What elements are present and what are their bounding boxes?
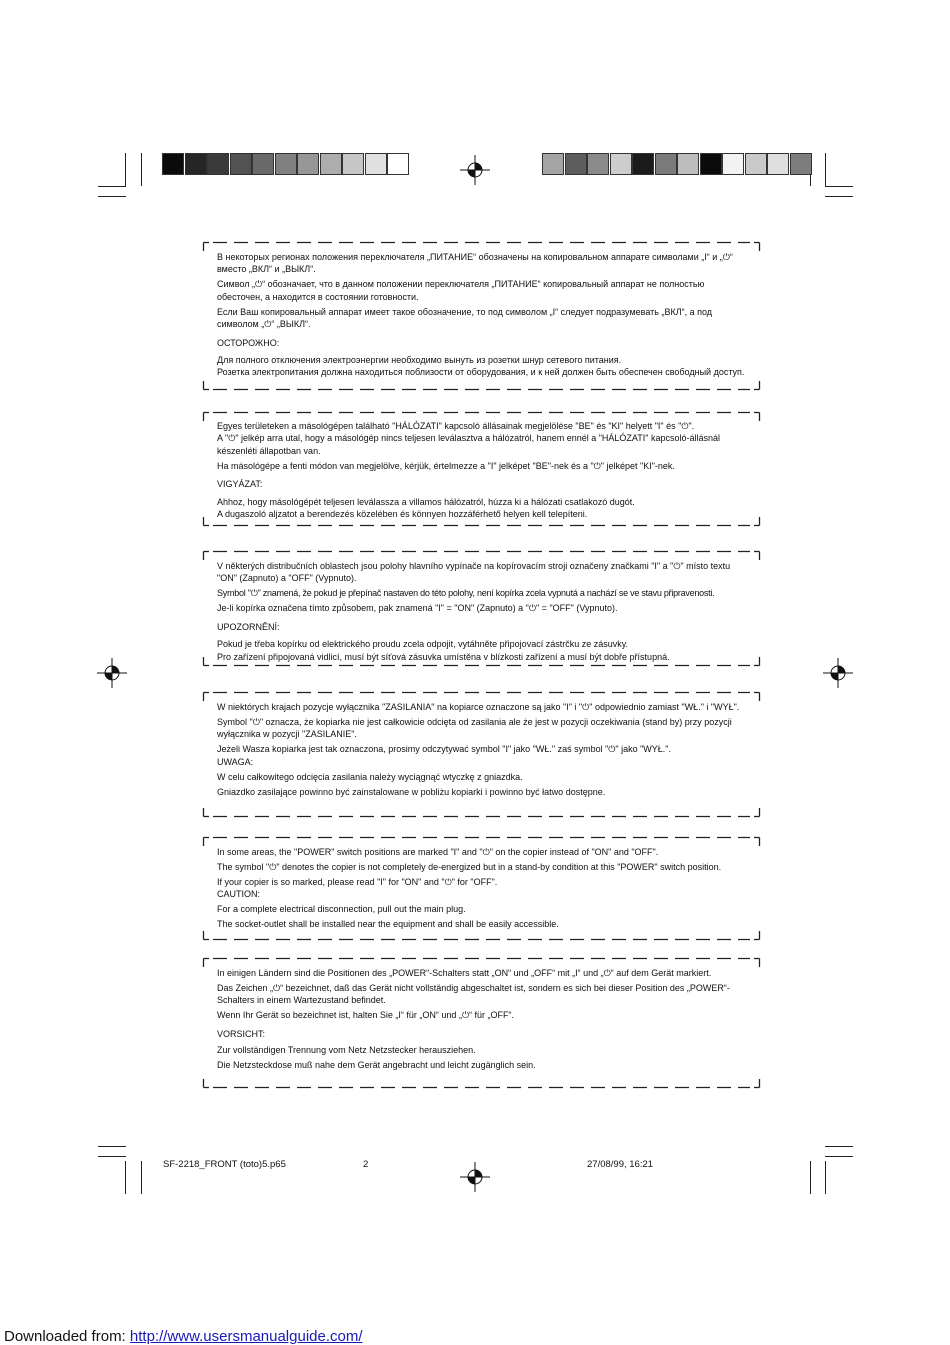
notice-paragraph: Die Netzsteckdose muß nahe dem Gerät angebracht und leicht zugänglich sein. (217, 1060, 536, 1071)
notice-paragraph: Symbol "⏻" oznacza, że kopiarka nie jest całkowicie odcięta od zasilania ale że jest w pozycji oczekiwania (stand by) przy pozycji wyłącznika w pozycji "ZASILANIE". (217, 717, 732, 740)
download-prefix: Downloaded from: (4, 1328, 130, 1345)
download-notice (4, 1328, 363, 1345)
footer-page-number: 2 (363, 1159, 369, 1170)
color-swatch (677, 153, 699, 175)
notice-paragraph: Для полного отключения электроэнергии необходимо вынуть из розетки шнур сетевого питания. Розетка электропитания должна находиться поблизости от оборудования, и к ней должен быть обеспечен свободный доступ. (217, 355, 745, 378)
notice-box-hungarian (203, 412, 760, 526)
notice-paragraph: Symbol "⏻" znamená, že pokud je přepínač nastaven do této polohy, není kopírka zcela vypnutá a nachází se ve stavu připravenosti. (217, 588, 715, 599)
color-swatch (252, 153, 274, 175)
color-swatch (275, 153, 297, 175)
notice-paragraph: In einigen Ländern sind die Positionen des „POWER“-Schalters statt „ON“ und „OFF“ mit „I“ und „⏻“ auf dem Gerät markiert. (217, 968, 712, 978)
notice-paragraph: Das Zeichen „⏻“ bezeichnet, daß das Gerät nicht vollständig abgeschaltet ist, sondern es sich bei dieser Position des „POWER“-Schalters in einem Wartezustand befindet. (217, 983, 730, 1006)
caution-heading: UPOZORNĚNÍ: (217, 621, 280, 632)
notice-paragraph: If your copier is so marked, please read "I" for "ON" and "⏻" for "OFF". CAUTION: (217, 877, 498, 900)
notice-paragraph: Gniazdko zasilające powinno być zainstalowane w pobliżu kopiarki i powinno być łatwo dostępne. (217, 786, 606, 797)
color-swatch (230, 153, 252, 175)
color-swatch (342, 153, 364, 175)
color-swatch (790, 153, 812, 175)
color-swatch (185, 153, 207, 175)
caution-heading: VORSICHT: (217, 1028, 266, 1039)
notice-paragraph: V některých distribučních oblastech jsou polohy hlavního vypínače na kopírovacím stroji označeny značkami "I" a "⏻" místo textu "ON" (Zapnuto) a "OFF" (Vypnuto). (217, 561, 731, 584)
caution-heading: ОСТОРОЖНО: (217, 337, 280, 348)
notice-paragraph: Wenn Ihr Gerät so bezeichnet ist, halten Sie „I“ für „ON“ und „⏻“ für „OFF“. (217, 1010, 515, 1021)
notice-paragraph: Pokud je třeba kopírku od elektrického proudu zcela odpojit, vytáhněte připojovací zástrčku ze zásuvky. Pro zařízení připojovaná vidlicí, musí být síťová zásuvka umístěna v blízkosti zařízení a musí být dobře přístupná. (217, 639, 670, 662)
color-swatch (587, 153, 609, 175)
registration-mark-right-icon (823, 658, 853, 688)
color-swatch (387, 153, 409, 175)
notice-paragraph: W celu całkowitego odcięcia zasilania należy wyciągnąć wtyczkę z gniazdka. (217, 771, 523, 782)
registration-mark-bottom-icon (460, 1162, 490, 1192)
notice-paragraph: Zur vollständigen Trennung vom Netz Netzstecker herausziehen. (217, 1045, 476, 1056)
notice-box-polish (203, 692, 760, 817)
notice-paragraph: Символ „⏻“ обозначает, что в данном положении переключателя „ПИТАНИЕ“ копировальный аппарат не полностью обесточен, а находится в состоянии готовности. (217, 279, 705, 302)
color-swatch (722, 153, 744, 175)
notice-box-german (203, 958, 760, 1088)
notice-paragraph: In some areas, the "POWER" switch positions are marked "I" and "⏻" on the copier instead of "ON" and "OFF". (217, 847, 659, 857)
color-swatch (297, 153, 319, 175)
color-swatch (632, 153, 654, 175)
color-swatch (162, 153, 184, 175)
color-swatch (655, 153, 677, 175)
color-swatch (542, 153, 564, 175)
notice-box-russian (203, 242, 760, 390)
color-swatch (365, 153, 387, 175)
color-swatch (700, 153, 722, 175)
color-swatch (745, 153, 767, 175)
caution-heading: VIGYÁZAT: (217, 479, 263, 490)
notice-paragraph: Ahhoz, hogy másológépét teljesen leválassza a villamos hálózatról, húzza ki a hálózati csatlakozó dugót. A dugaszoló aljzatot a berendezés közelében és könnyen hozzáférhető helyen kell telepíteni. (217, 496, 635, 520)
notice-paragraph: В некоторых регионах положения переключателя „ПИТАНИЕ“ обозначены на копировальном аппарате символами „I“ и „⏻“ вместо „ВКЛ“ и „ВЫКЛ“. (217, 252, 733, 275)
notice-paragraph: Jeżeli Wasza kopiarka jest tak oznaczona, prosimy odczytywać symbol "I" jako "WŁ." zaś symbol "⏻" jako "WYŁ.". UWAGA: (217, 744, 671, 767)
color-swatch (767, 153, 789, 175)
notice-paragraph: Egyes területeken a másológépen található "HÁLÓZATI" kapcsoló állásainak megjelölése "BE" és "KI" helyett "I" és "⏻". A "⏻" jelkép arra utal, hogy a másológép nincs teljesen leválasztva a hálózatról, hanem ennél a "HÁLÓZATI" kapcsoló-állásnál készenléti állapotban van. (217, 421, 720, 456)
footer-datetime: 27/08/99, 16:21 (587, 1159, 654, 1170)
notice-paragraph: The symbol "⏻" denotes the copier is not completely de-energized but in a stand-by condition at this "POWER" switch position. (217, 862, 722, 872)
footer-filename: SF-2218_FRONT (toto)5.p65 (163, 1159, 286, 1170)
color-swatch (207, 153, 229, 175)
color-swatch (565, 153, 587, 175)
notice-paragraph: Je-li kopírka označena tímto způsobem, pak znamená "I" = "ON" (Zapnuto) a "⏻" = "OFF" (Vypnuto). (217, 603, 618, 614)
color-swatch (320, 153, 342, 175)
notice-paragraph: The socket-outlet shall be installed near the equipment and shall be easily accessible. (217, 919, 559, 930)
notice-paragraph: Если Ваш копировальный аппарат имеет такое обозначение, то под символом „I“ следует подразумевать „ВКЛ“, а под символом „⏻“ „ВЫКЛ“. (217, 306, 713, 330)
notice-paragraph: For a complete electrical disconnection, pull out the main plug. (217, 904, 466, 915)
notice-paragraph: Ha másológépe a fenti módon van megjelölve, kérjük, értelmezze a "I" jelképet "BE"-nek és a "⏻" jelképet "KI"-nek. (217, 460, 675, 471)
registration-mark-left-icon (97, 658, 127, 688)
download-link[interactable]: http://www.usersmanualguide.com/ (129, 1328, 363, 1345)
registration-mark-top-icon (460, 155, 490, 185)
notice-box-english (203, 837, 760, 940)
notice-box-czech (203, 551, 760, 666)
color-swatch (610, 153, 632, 175)
notice-paragraph: W niektórych krajach pozycje wyłącznika "ZASILANIA" na kopiarce oznaczone są jako "I" i "⏻" odpowiednio zamiast "WŁ." i "WYŁ". (217, 702, 740, 712)
